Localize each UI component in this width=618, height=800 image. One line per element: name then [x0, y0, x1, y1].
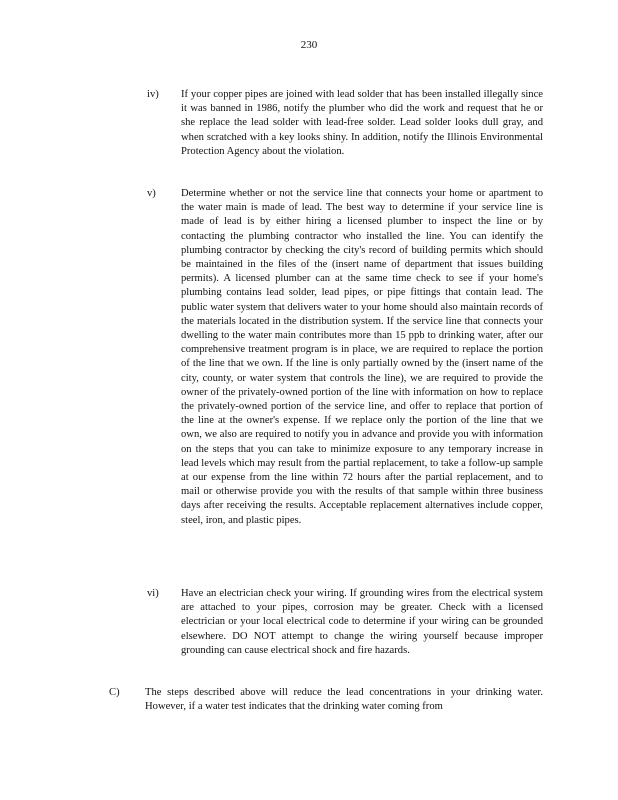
- list-item-text: [181, 187, 543, 528]
- section-marker: C): [109, 687, 120, 698]
- list-marker: v): [147, 188, 156, 199]
- section-text: [145, 686, 543, 714]
- list-item-text: [181, 587, 543, 658]
- paragraph: If your copper pipes are joined with lead solder that has been installed illegally since it was banned in 1986, notify the plumber who did the work and request that he or she replace the lead solder with lead-free solder. Lead solder looks dull gray, and when scratched with a key looks shiny. In addition, notify the Illinois Environmental Protection Agency about the violation.: [181, 89, 543, 157]
- paragraph: Have an electrician check your wiring. If grounding wires from the electrical system are attached to your pipes, corrosion may be greater. Check with a licensed electrician or your local electrical code to determine if your wiring can be grounded elsewhere. DO NOT attempt to change the wiring yourself because improper grounding can cause electrical shock and fire hazards.: [181, 588, 543, 656]
- list-marker: iv): [147, 89, 159, 100]
- paragraph: The steps described above will reduce the lead concentrations in your drinking water. However, if a water test indicates that the drinking water coming from: [145, 687, 543, 713]
- list-marker: vi): [147, 588, 159, 599]
- page-number: 230: [300, 39, 318, 51]
- paragraph: Determine whether or not the service line that connects your home or apartment to the water main is made of lead. The best way to determine if your service line is made of lead is by either hiring a licensed plumber to inspect the line or by contacting the plumbing contractor who installed the line. You can identify the plumbing contractor by checking the city's record of building permits which should be maintained in the files of the (insert name of department that issues building permits). A licensed plumber can at the same time check to see if your home's plumbing contains lead solder, lead pipes, or pipe fittings that contain lead. The public water system that delivers water to your home should also maintain records of the materials located in the distribution system. If the service line that connects your dwelling to the water main contributes more than 15 ppb to drinking water, after our comprehensive treatment program is in place, we are required to replace the portion of the line that we own. If the line is only partially owned by the (insert name of the city, county, or water system that controls the line), we are required to provide the owner of the privately-owned portion of the line with information on how to replace the privately-owned portion of the service line, and offer to replace that portion of the line at the owner's expense. If we replace only the portion of the line that we own, we also are required to notify you in advance and provide you with information on the steps that you can take to minimize exposure to any temporary increase in lead levels which may result from the partial replacement, to take a follow-up sample at our expense from the line within 72 hours after the partial replacement, and to mail or otherwise provide you with the results of that sample within three business days after receiving the results. Acceptable replacement alternatives include copper, steel, iron, and plastic pipes.: [181, 188, 543, 526]
- list-item-text: [181, 88, 543, 159]
